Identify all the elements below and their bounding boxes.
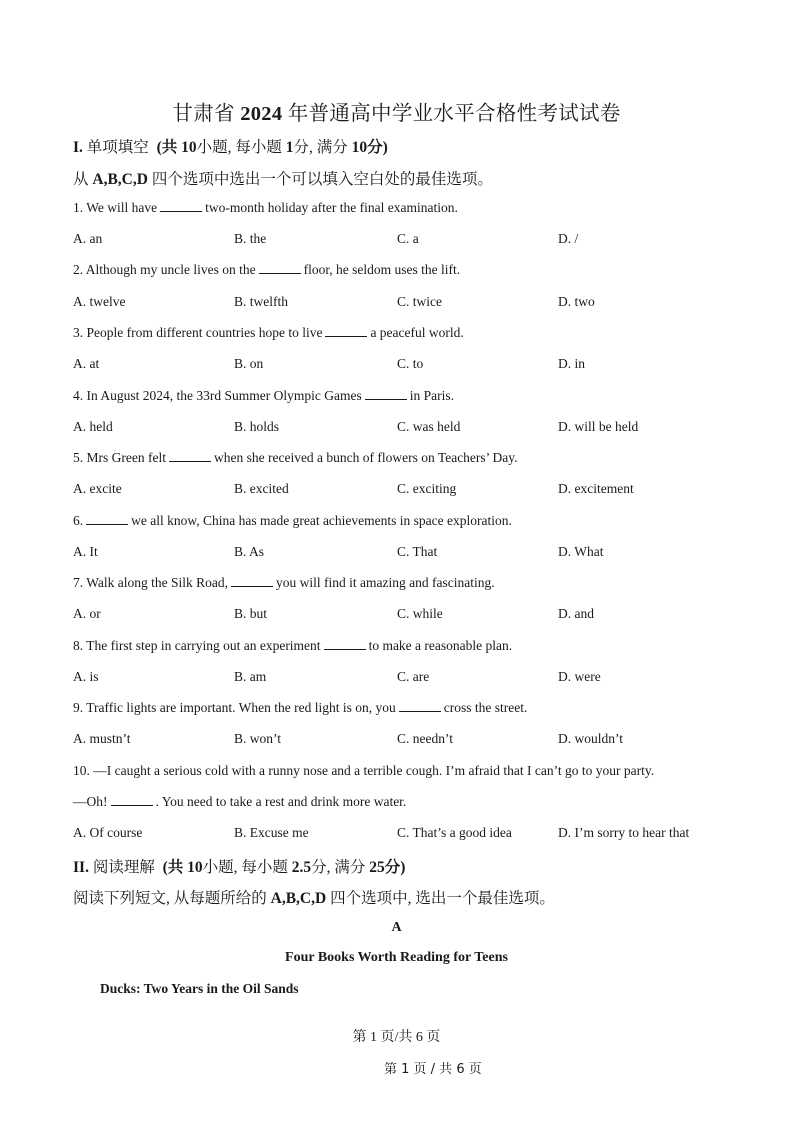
option-d: D. will be held [558,419,639,434]
option-d: D. excitement [558,481,634,496]
option-c: C. while [397,606,443,621]
section-1-total: 10 [351,139,368,156]
option-a: A. It [73,544,98,559]
option-b: B. As [234,544,265,559]
option-d: D. wouldn’t [558,731,624,746]
question-9 [73,700,527,716]
answer-blank [324,639,366,650]
answer-blank [160,201,202,212]
question-7-options [73,606,753,624]
answer-blank [169,451,211,462]
book-1-title: Ducks: Two Years in the Oil Sands [100,981,299,996]
option-c: C. That’s a good idea [397,825,512,840]
question-text: 9. Traffic lights are important. When the red light is on, you [73,700,396,715]
exam-title [0,96,793,126]
option-a: A. excite [73,481,122,496]
option-d: D. I’m sorry to hear that [558,825,690,840]
question-text: 10. —I caught a serious cold with a runny nose and a terrible cough. I’m afraid that I can’t go to your party. [73,763,655,778]
section-2-info-close: 分) [384,859,406,876]
question-3 [73,325,464,341]
section-2-instructions [73,886,555,908]
question-text: 8. The first step in carrying out an experiment [73,638,321,653]
section-1-instructions [73,167,493,189]
instr-post: 四个选项中选出一个可以填入空白处的最佳选项。 [151,171,493,188]
answer-blank [231,576,273,587]
question-7 [73,575,495,591]
answer-blank [365,389,407,400]
question-2-options [73,294,753,312]
option-c: C. are [397,669,430,684]
section-2-numeral: II. [73,859,89,876]
answer-blank [111,795,153,806]
option-c: C. needn’t [397,731,453,746]
instr-letters: A,B,C,D [92,171,148,188]
option-b: B. but [234,606,268,621]
option-a: A. is [73,669,99,684]
question-text: in Paris. [409,388,454,403]
option-c: C. to [397,356,424,371]
option-d: D. in [558,356,585,371]
section-2-per: 2.5 [291,859,312,876]
question-4-options [73,419,753,437]
option-c: C. a [397,231,419,246]
section-1-count: 10 [181,139,197,156]
option-d: D. What [558,544,604,559]
section-2-heading [73,855,405,877]
question-3-options [73,356,753,374]
section-2-info-mid2: 分, 满分 [311,859,366,876]
question-text: cross the street. [443,700,528,715]
question-text: 1. We will have [73,200,158,215]
option-c: C. twice [397,294,442,309]
option-b: B. on [234,356,264,371]
question-text: 3. People from different countries hope to live [73,325,323,340]
question-8-options [73,669,753,687]
option-b: B. the [234,231,267,246]
option-a: A. held [73,419,113,434]
question-text: 7. Walk along the Silk Road, [73,575,229,590]
title-province: 甘肃省 [172,103,235,125]
section-2-count: 10 [187,859,203,876]
option-a: A. twelve [73,294,126,309]
question-text: floor, he seldom uses the lift. [303,262,461,277]
question-10 [73,763,654,779]
option-b: B. twelfth [234,294,288,309]
option-a: A. at [73,356,100,371]
answer-blank [259,263,301,274]
question-text: a peaceful world. [370,325,464,340]
option-d: D. / [558,231,579,246]
question-10-options [73,825,753,843]
section-2-total: 25 [369,859,385,876]
section-1-name: 单项填空 [86,139,149,156]
passage-title: Four Books Worth Reading for Teens [285,950,508,965]
question-8 [73,638,512,654]
question-text: 4. In August 2024, the 33rd Summer Olympic Games [73,388,362,403]
option-d: D. and [558,606,594,621]
question-text: 2. Although my uncle lives on the [73,262,256,277]
option-b: B. won’t [234,731,282,746]
option-a: A. or [73,606,101,621]
section-1-heading [73,135,388,157]
question-text: 5. Mrs Green felt [73,450,166,465]
option-c: C. exciting [397,481,457,496]
question-text: we all know, China has made great achievements in space exploration. [131,513,512,528]
passage-label: A [391,920,402,935]
question-text: when she received a bunch of flowers on Teachers’ Day. [213,450,518,465]
question-text: . You need to take a rest and drink more water. [155,794,407,809]
instr-post: 四个选项中, 选出一个最佳选项。 [330,890,555,907]
instr-pre: 阅读下列短文, 从每题所给的 [73,890,267,907]
question-text: two-month holiday after the final examination. [205,200,458,215]
question-10-line-2 [73,794,406,810]
question-4 [73,388,454,404]
section-2-name: 阅读理解 [92,859,155,876]
question-text: to make a reasonable plan. [368,638,513,653]
section-1-info-mid1: 小题, 每小题 [196,139,282,156]
question-1-options [73,231,753,249]
page-number-footer: 第 1 页/共 6 页 [352,1030,441,1045]
option-d: D. two [558,294,595,309]
option-b: B. excited [234,481,289,496]
page-number-footer-secondary: 第 1 页 / 共 6 页 [384,1062,482,1077]
option-a: A. Of course [73,825,143,840]
section-2-info-open: (共 [162,859,184,876]
answer-blank [325,326,367,337]
question-6 [73,513,512,529]
instr-letters: A,B,C,D [270,890,327,907]
section-1-info-open: (共 [156,139,178,156]
option-c: C. That [397,544,438,559]
question-5 [73,450,518,466]
question-2 [73,262,460,278]
answer-blank [399,701,441,712]
section-1-info-mid2: 分, 满分 [293,139,348,156]
question-text: you will find it amazing and fascinating. [276,575,495,590]
section-2-info-mid1: 小题, 每小题 [202,859,288,876]
section-1-numeral: I. [73,139,83,156]
question-9-options [73,731,753,749]
option-b: B. Excuse me [234,825,309,840]
section-1-per: 1 [285,139,294,156]
question-text: 6. [73,513,84,528]
option-b: B. am [234,669,267,684]
title-text: 年普通高中学业水平合格性考试试卷 [287,103,621,125]
question-5-options [73,481,753,499]
option-d: D. were [558,669,601,684]
question-6-options [73,544,753,562]
answer-blank [86,514,128,525]
title-year: 2024 [240,103,283,125]
option-c: C. was held [397,419,461,434]
section-1-info-close: 分) [367,139,388,156]
option-a: A. mustn’t [73,731,131,746]
option-a: A. an [73,231,103,246]
question-1 [73,200,458,216]
question-text: —Oh! [73,794,108,809]
option-b: B. holds [234,419,280,434]
instr-pre: 从 [73,171,89,188]
